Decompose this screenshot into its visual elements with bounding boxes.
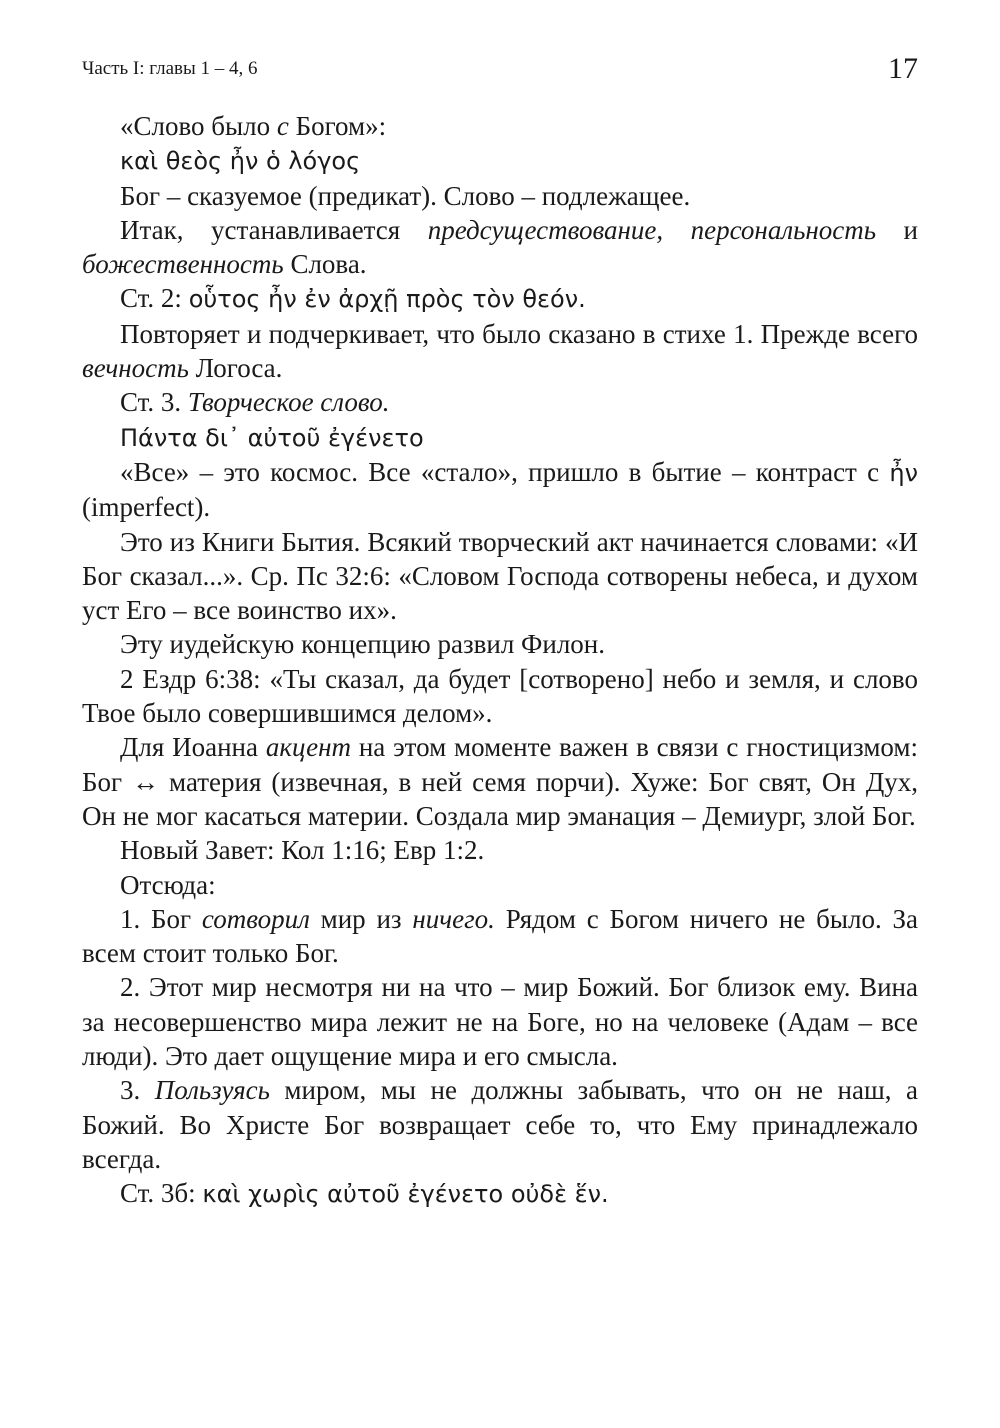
italic-text: вечность <box>82 353 189 384</box>
text-run: Эту иудейскую концепцию развил Филон. <box>120 629 605 660</box>
text-run: на этом моменте важен в связи с гностицизмом: Бог ↔ материя (извечная, в ней семя порчи). Хуже: Бог свят, Он Дух, Он не мог касаться материи. Создала мир эманация – Демиург, злой Бог. <box>82 732 918 831</box>
text-run: 2. Этот мир несмотря ни на что – мир Божий. Бог близок ему. Вина за несовершенство мира лежит не на Боге, но на человеке (Адам – все люди). Это дает ощущение мира и его смысла. <box>82 972 918 1072</box>
italic-text: Пользуясь <box>154 1075 270 1106</box>
italic-text: божественность <box>82 249 284 280</box>
paragraph <box>82 970 918 1073</box>
paragraph <box>82 1073 918 1176</box>
paragraph <box>82 730 918 833</box>
text-run: Это из Книги Бытия. Всякий творческий акт начинается словами: «И Бог сказал...». Ср. Пс 32:6: «Словом Господа сотворены небеса, и духом уст Его – все воинство их». <box>82 526 918 626</box>
paragraph <box>82 213 918 282</box>
running-title: Часть I: главы 1 – 4, 6 <box>82 58 258 79</box>
text-run: и <box>876 214 918 245</box>
paragraph <box>82 455 918 525</box>
page-body <box>82 109 918 1212</box>
paragraph <box>82 627 918 661</box>
paragraph <box>82 109 918 143</box>
text-run: Для Иоанна <box>120 732 266 763</box>
paragraph <box>82 317 918 386</box>
text-run: Новый Завет: Кол 1:16; Евр 1:2. <box>120 835 485 866</box>
paragraph <box>82 868 918 902</box>
text-run: Отсюда: <box>120 869 216 900</box>
text-run: 3. <box>120 1075 155 1106</box>
paragraph <box>82 833 918 867</box>
italic-text: ничего. <box>412 903 495 934</box>
greek-text: καὶ χωρὶς αὐτοῦ ἐγένετο οὐδὲ ἕν. <box>202 1180 609 1209</box>
italic-text: Творческое слово. <box>187 387 390 418</box>
paragraph <box>82 1176 918 1211</box>
page-number: 17 <box>888 52 918 85</box>
paragraph <box>82 179 918 213</box>
text-run: Ст. 3б: <box>120 1178 203 1209</box>
text-run: миром, мы не должны забывать, что он не наш, а Божий. Во Христе Бог возвращает себе то, что Ему принадлежало всегда. <box>82 1075 919 1174</box>
text-run: 2 Ездр 6:38: «Ты сказал, да будет [сотворено] небо и земля, и слово Твое было совершившимся делом». <box>82 663 918 729</box>
text-run: 1. Бог <box>120 903 202 934</box>
italic-text: акцент <box>265 732 351 763</box>
italic-text: предсуществование, персональность <box>427 214 877 245</box>
text-run: Богом»: <box>288 111 387 141</box>
text-run: Рядом с Богом ничего не было. За всем стоит только Бог. <box>82 903 919 969</box>
text-run: Ст. 2: <box>120 283 189 314</box>
text-run: Ст. 3. <box>120 387 188 418</box>
text-run: «Все» – это космос. Все «стало», пришло в бытие – контраст с <box>120 456 890 487</box>
greek-text: οὗτος ἦν ἐν ἀρχῇ πρὸς τὸν θεόν. <box>188 285 586 314</box>
text-run: Слова. <box>283 249 367 280</box>
greek-text: καὶ θεὸς ἦν ὁ λόγος <box>120 147 361 176</box>
text-run: «Слово было <box>120 111 277 141</box>
paragraph <box>82 902 918 971</box>
greek-text: ἦν <box>889 458 918 487</box>
text-run: (imperfect). <box>82 492 211 523</box>
paragraph <box>82 420 918 455</box>
italic-text: с <box>276 111 289 141</box>
paragraph <box>82 281 918 316</box>
paragraph <box>82 525 918 628</box>
paragraph <box>82 385 918 419</box>
page-header <box>82 52 922 92</box>
text-run: Бог – сказуемое (предикат). Слово – подлежащее. <box>120 180 691 211</box>
text-run: мир из <box>309 903 413 934</box>
paragraph <box>82 662 918 731</box>
text-run: Повторяет и подчеркивает, что было сказано в стихе 1. Прежде всего <box>120 318 918 349</box>
paragraph <box>82 143 918 178</box>
text-run: Логоса. <box>188 353 283 384</box>
greek-text: Πάντα δι᾽ αὐτοῦ ἐγένετο <box>120 423 424 452</box>
text-run: Итак, устанавливается <box>120 214 428 245</box>
italic-text: сотворил <box>201 903 310 934</box>
